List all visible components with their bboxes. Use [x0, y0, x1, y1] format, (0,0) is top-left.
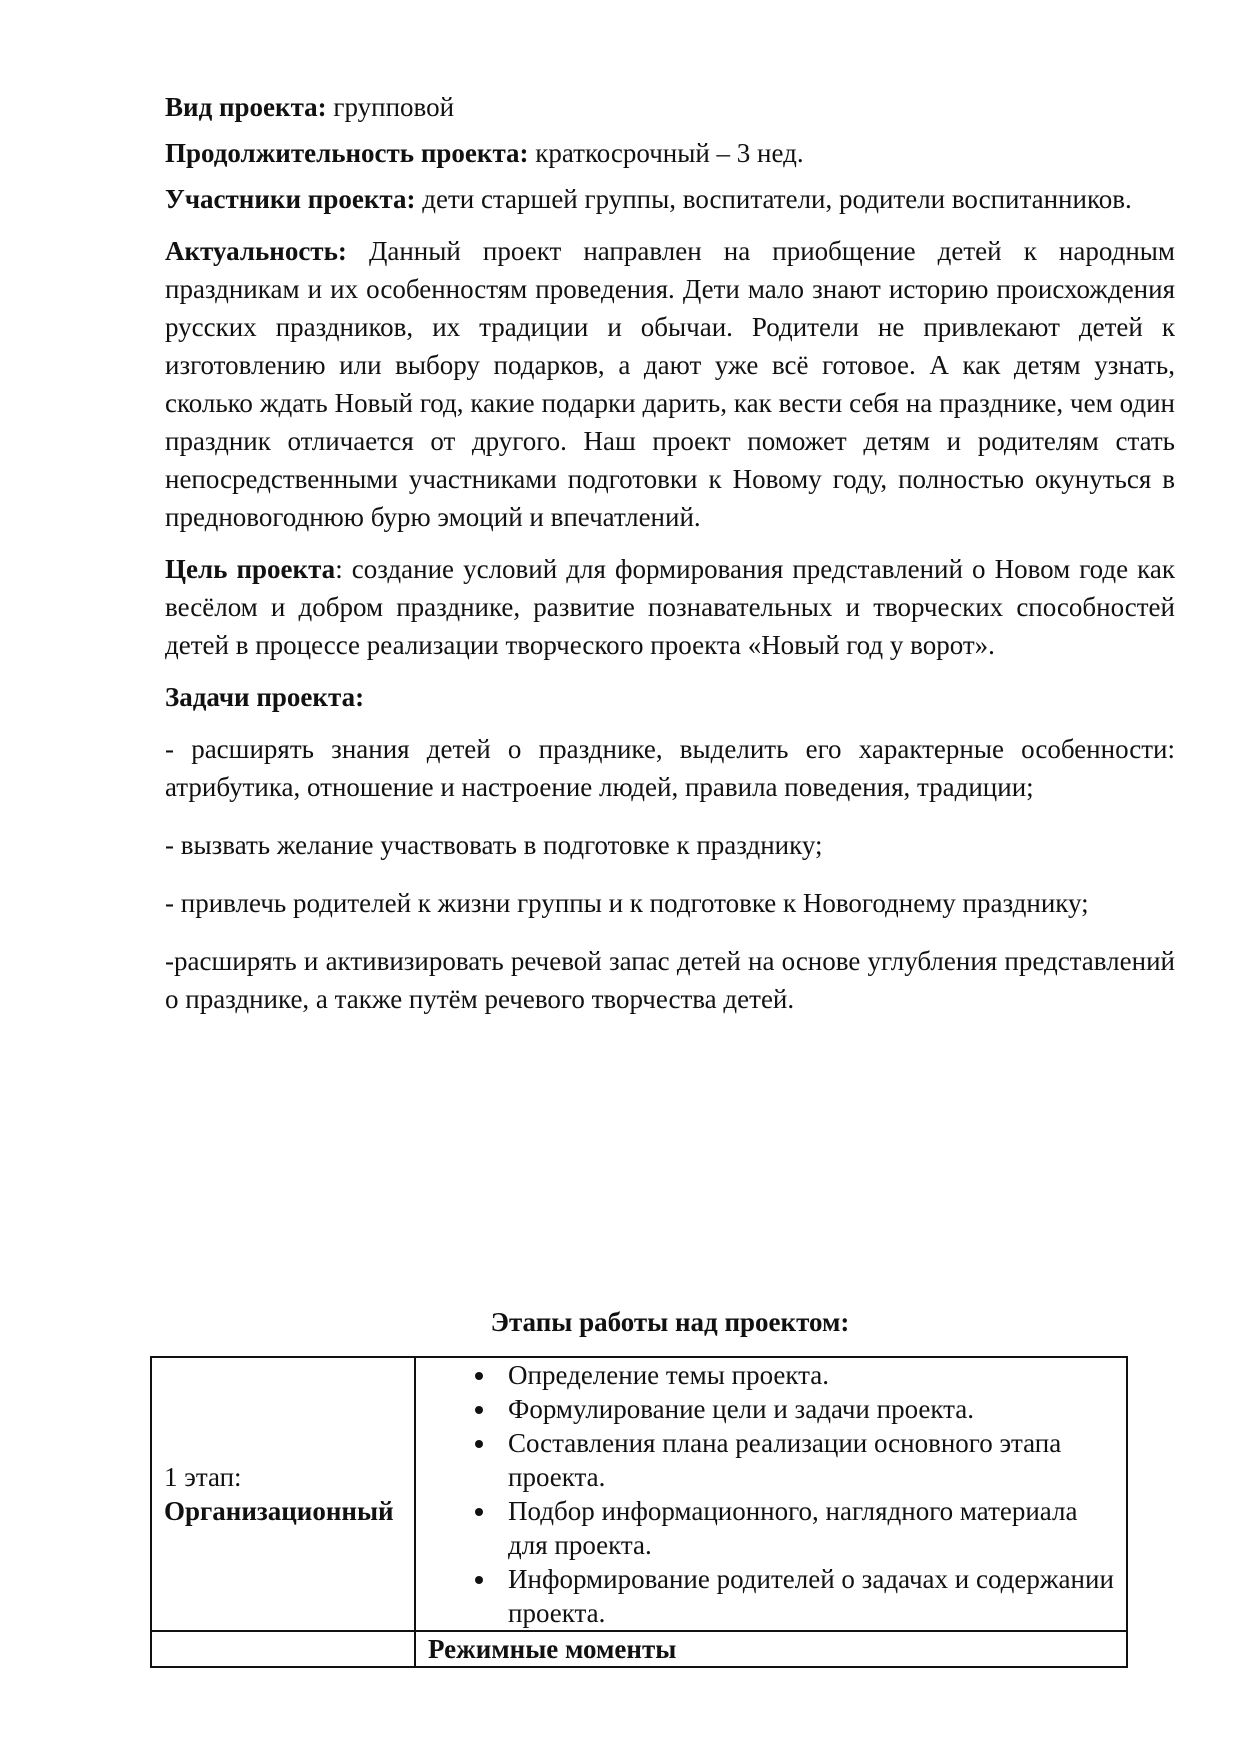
document-body — [165, 88, 1175, 1018]
project-participants-label: Участники проекта: — [165, 184, 416, 214]
task-item: -расширять и активизировать речевой запас детей на основе углубления представлений о празднике, а также путём речевого творчества детей. — [165, 946, 1175, 1014]
project-type-value: групповой — [326, 92, 455, 122]
stage1-items-list — [428, 1358, 1114, 1630]
stage1-number: 1 этап: — [164, 1462, 242, 1492]
list-item: • Определение темы проекта. — [498, 1358, 1114, 1392]
project-participants — [165, 180, 1175, 218]
regime-moments-cell: Режимные моменты — [415, 1631, 1127, 1667]
project-duration — [165, 134, 1175, 172]
task-item: - вызвать желание участвовать в подготовке к празднику; — [165, 830, 823, 860]
project-type — [165, 88, 1175, 126]
project-relevance-value: Данный проект направлен на приобщение детей к народным праздникам и их особенностям проведения. Дети мало знают историю происхождения русских праздников, их традиции и обычаи. Родители не привлекают детей к изготовлению или выбору подарков, а дают уже всё готовое. А как детям узнать, сколько ждать Новый год, какие подарки дарить, как вести себя на празднике, чем один праздник отличается от другого. Наш проект поможет детям и родителям стать непосредственными участниками подготовки к Новому году, полностью окунуться в предновогоднюю бурю эмоций и впечатлений. — [165, 236, 1175, 532]
project-goal — [165, 550, 1175, 664]
project-goal-value: : создание условий для формирования представлений о Новом годе как весёлом и добром празднике, развитие познавательных и творческих способностей детей в процессе реализации творческого проекта «Новый год у ворот». — [165, 554, 1175, 660]
table-row — [151, 1357, 1127, 1631]
project-duration-value: краткосрочный – 3 нед. — [528, 138, 804, 168]
stages-table — [150, 1356, 1128, 1668]
stage1-items-cell — [415, 1357, 1127, 1631]
list-item: • Информирование родителей о задачах и содержании проекта. — [498, 1562, 1114, 1630]
project-participants-value: дети старшей группы, воспитатели, родители воспитанников. — [415, 184, 1132, 214]
table-row — [151, 1631, 1127, 1667]
project-duration-label: Продолжительность проекта: — [165, 138, 529, 168]
tasks-heading: Задачи проекта: — [165, 682, 365, 712]
project-goal-label: Цель проекта — [165, 554, 336, 584]
task-item: - расширять знания детей о празднике, выделить его характерные особенности: атрибутика, отношение и настроение людей, правила поведения, традиции; — [165, 734, 1175, 802]
stage1-cell — [151, 1357, 415, 1631]
list-item: • Подбор информационного, наглядного материала для проекта. — [498, 1494, 1114, 1562]
project-relevance — [165, 232, 1175, 536]
project-relevance-label: Актуальность: — [165, 236, 347, 266]
stages-title: Этапы работы над проектом: — [490, 1307, 850, 1337]
stage1-name: Организационный — [164, 1496, 394, 1526]
project-type-label: Вид проекта: — [165, 92, 327, 122]
list-item: • Формулирование цели и задачи проекта. — [498, 1392, 1114, 1426]
list-item: • Составления плана реализации основного этапа проекта. — [498, 1426, 1114, 1494]
row2-empty-cell — [151, 1631, 415, 1667]
task-item: - привлечь родителей к жизни группы и к подготовке к Новогоднему празднику; — [165, 888, 1089, 918]
